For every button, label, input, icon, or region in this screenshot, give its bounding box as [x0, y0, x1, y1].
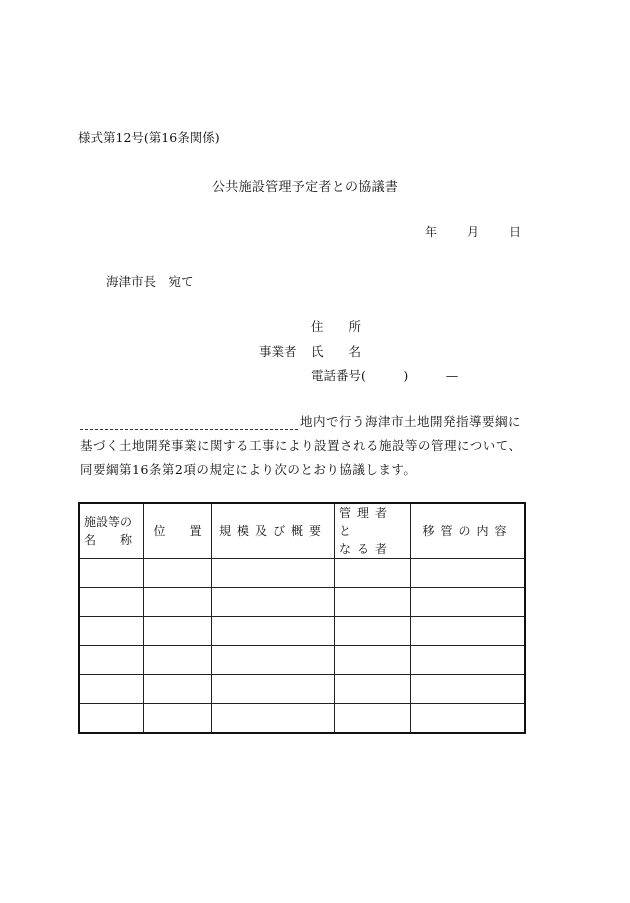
table-cell[interactable] — [212, 704, 335, 734]
header-facility-name: 施設等の 名 称 — [79, 503, 144, 559]
header-location: 位 置 — [144, 503, 212, 559]
addressee: 海津市長 宛て — [106, 274, 194, 289]
table-cell[interactable] — [144, 559, 212, 588]
table-cell[interactable] — [335, 704, 411, 734]
table-cell[interactable] — [335, 675, 411, 704]
table-cell[interactable] — [411, 646, 526, 675]
table-cell[interactable] — [335, 646, 411, 675]
table-cell[interactable] — [212, 646, 335, 675]
header-transfer-content: 移管の内容 — [411, 503, 526, 559]
name-label: 氏 名 — [311, 344, 362, 359]
table-cell[interactable] — [411, 588, 526, 617]
table-cell[interactable] — [411, 675, 526, 704]
table-cell[interactable] — [79, 617, 144, 646]
facilities-table — [78, 502, 526, 734]
date-day: 日 — [509, 225, 522, 239]
table-cell[interactable] — [79, 646, 144, 675]
table-row — [79, 675, 525, 704]
table-cell[interactable] — [79, 704, 144, 734]
table-cell[interactable] — [335, 617, 411, 646]
table-cell[interactable] — [144, 675, 212, 704]
table-cell[interactable] — [144, 588, 212, 617]
table-cell[interactable] — [212, 559, 335, 588]
table-row — [79, 646, 525, 675]
table-cell[interactable] — [212, 617, 335, 646]
table-cell[interactable] — [79, 559, 144, 588]
date-month: 月 — [467, 225, 480, 239]
table-row — [79, 588, 525, 617]
date-year: 年 — [425, 225, 438, 239]
table-cell[interactable] — [411, 704, 526, 734]
table-cell[interactable] — [212, 588, 335, 617]
table-cell[interactable] — [411, 559, 526, 588]
header-scale-summary: 規模及び概要 — [212, 503, 335, 559]
applicant-role-label: 事業者 — [259, 344, 297, 359]
table-row — [79, 704, 525, 734]
table-cell[interactable] — [212, 675, 335, 704]
body-line-3: 同要綱第16条第2項の規定により次のとおり協議します。 — [80, 462, 417, 477]
body-line-1-text: 地内で行う海津市土地開発指導要綱に — [300, 414, 522, 429]
table-cell[interactable] — [335, 588, 411, 617]
phone-label: 電話番号( ) — — [311, 368, 459, 383]
table-cell[interactable] — [144, 704, 212, 734]
table-cell[interactable] — [144, 617, 212, 646]
table-cell[interactable] — [79, 588, 144, 617]
table-header-row — [79, 503, 525, 559]
body-line-2: 基づく土地開発事業に関する工事により設置される施設等の管理について、 — [80, 438, 522, 453]
table-cell[interactable] — [144, 646, 212, 675]
table-row — [79, 559, 525, 588]
header-manager: 管理者と なる者 — [335, 503, 411, 559]
address-label: 住 所 — [311, 319, 362, 334]
location-blank-field[interactable] — [80, 417, 298, 430]
table-cell[interactable] — [79, 675, 144, 704]
date-line — [425, 223, 521, 240]
body-line-1 — [80, 412, 521, 430]
document-title: 公共施設管理予定者との協議書 — [212, 180, 399, 195]
table-row — [79, 617, 525, 646]
table-cell[interactable] — [335, 559, 411, 588]
table-cell[interactable] — [411, 617, 526, 646]
form-number: 様式第12号(第16条関係) — [78, 130, 220, 145]
